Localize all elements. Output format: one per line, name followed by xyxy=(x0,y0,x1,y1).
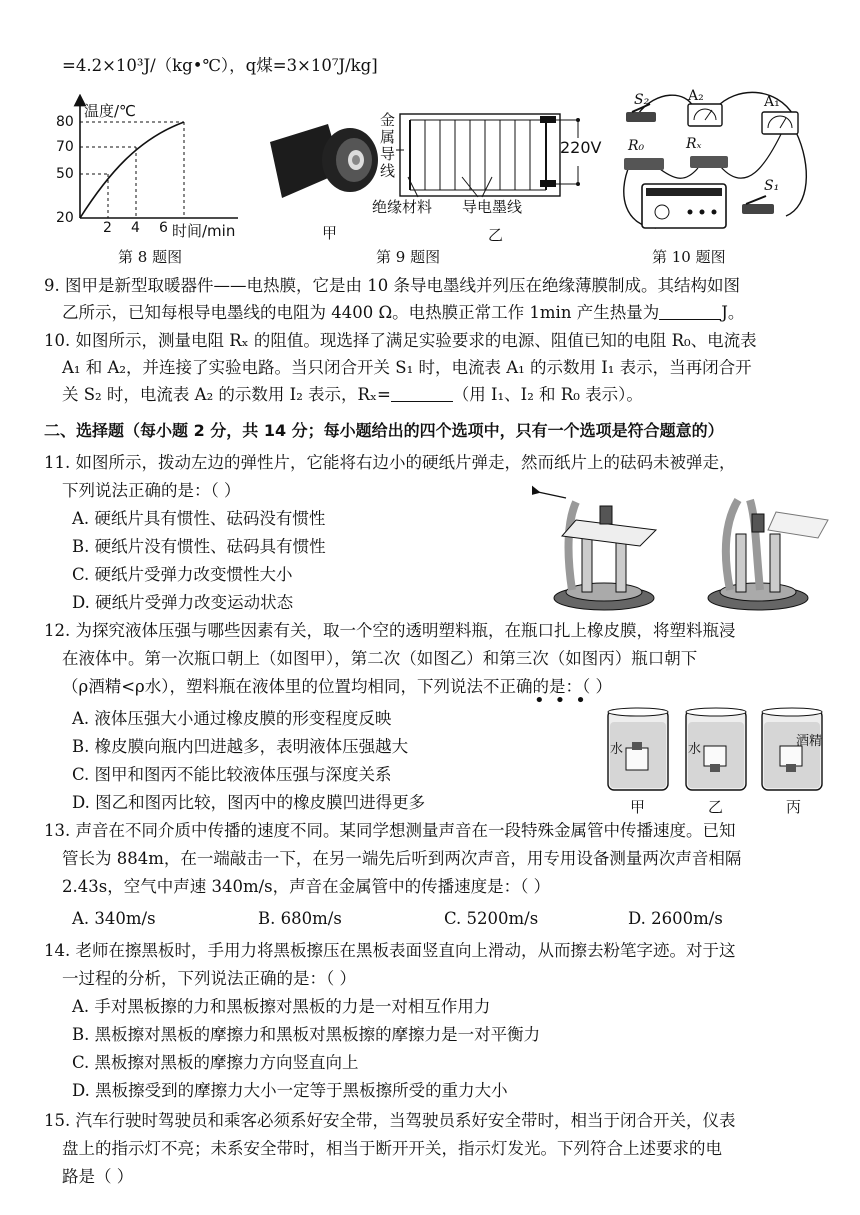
q12-liquid-label-3: 酒精 xyxy=(796,734,823,749)
q10-line2: A₁ 和 A₂，并连接了实验电路。当只闭合开关 S₁ 时，电流表 A₁ 的示数用 I₁ 表示，当再闭合开 xyxy=(62,358,752,377)
fig10-circuit xyxy=(616,86,812,236)
q11-option-d[interactable]: D. 硬纸片受弹力改变运动状态 xyxy=(72,593,294,612)
q11-option-a[interactable]: A. 硬纸片具有惯性、砝码没有惯性 xyxy=(72,509,326,528)
q12-option-b[interactable]: B. 橡皮膜向瓶内凹进越多，表明液体压强越大 xyxy=(72,737,409,756)
q14-option-b[interactable]: B. 黑板擦对黑板的摩擦力和黑板对黑板擦的摩擦力是一对平衡力 xyxy=(72,1025,541,1044)
q14-line2: 一过程的分析，下列说法正确的是：（ ） xyxy=(62,969,356,988)
fig10-caption: 第 10 题图 xyxy=(652,248,726,266)
q10-hint: （用 I₁、I₂ 和 R₀ 表示）。 xyxy=(452,385,643,404)
fig9-caption: 第 9 题图 xyxy=(376,248,441,266)
fig9-wire-label: 金属导线 xyxy=(380,111,396,180)
fig10-a1: A₁ xyxy=(764,94,780,110)
q14-option-a[interactable]: A. 手对黑板擦的力和黑板擦对黑板的力是一对相互作用力 xyxy=(72,997,491,1016)
q11-line1: 11. 如图所示，拨动左边的弹性片，它能将右边小的硬纸片弹走，然而纸片上的砝码未被弹走， xyxy=(44,453,736,472)
q14-option-c[interactable]: C. 黑板擦对黑板的摩擦力方向竖直向上 xyxy=(72,1053,359,1072)
fig9-label-jia: 甲 xyxy=(322,224,338,242)
q12-beakers-figure xyxy=(602,706,828,794)
q12-fig-label-bing: 丙 xyxy=(786,798,802,816)
formula-line: =4.2×10³J/（kg•℃），q煤=3×10⁷J/kg] xyxy=(62,56,378,75)
q10-text: 关 S₂ 时，电流表 A₂ 的示数用 I₂ 表示，Rₓ= xyxy=(62,385,391,404)
fig8-xtick-4: 4 xyxy=(131,220,140,236)
q15-line2: 盘上的指示灯不亮；未系安全带时，相当于断开开关，指示灯发光。下列符合上述要求的电 xyxy=(62,1139,722,1158)
q11-option-c[interactable]: C. 硬纸片受弹力改变惯性大小 xyxy=(72,565,293,584)
q12-line1: 12. 为探究液体压强与哪些因素有关，取一个空的透明塑料瓶，在瓶口扎上橡皮膜，将塑料瓶浸 xyxy=(44,621,736,640)
fig10-s1: S₁ xyxy=(764,178,780,194)
fig9-pointer-lines xyxy=(400,175,520,199)
q9-line1: 9. 图甲是新型取暖器件——电热膜，它是由 10 条导电墨线并列压在绝缘薄膜制成。其结构如图 xyxy=(44,276,740,295)
fig9-insulation-label: 绝缘材料 xyxy=(372,198,433,216)
q10-line1: 10. 如图所示，测量电阻 Rₓ 的阻值。现选择了满足实验要求的电源、阻值已知的电阻 R₀、电流表 xyxy=(44,331,757,350)
q11-option-b[interactable]: B. 硬纸片没有惯性、砝码具有惯性 xyxy=(72,537,326,556)
q10-answer-blank[interactable] xyxy=(391,387,453,402)
q13-option-a[interactable]: A. 340m/s xyxy=(72,909,156,928)
fig8-xtick-6: 6 xyxy=(159,220,168,236)
q14-option-d[interactable]: D. 黑板擦受到的摩擦力大小一定等于黑板擦所受的重力大小 xyxy=(72,1081,508,1100)
q9-unit: J。 xyxy=(721,303,745,322)
fig10-r0: R₀ xyxy=(628,138,645,154)
q12-fig-label-jia: 甲 xyxy=(630,798,646,816)
q13-option-c[interactable]: C. 5200m/s xyxy=(444,909,539,928)
q10-line3 xyxy=(62,385,643,405)
fig10-a2: A₂ xyxy=(688,88,704,104)
fig9-label-yi: 乙 xyxy=(488,226,504,244)
fig8-caption: 第 8 题图 xyxy=(118,248,183,266)
q13-option-d[interactable]: D. 2600m/s xyxy=(628,909,723,928)
fig9-film-roll xyxy=(268,112,380,202)
q12-option-d[interactable]: D. 图乙和图丙比较，图丙中的橡皮膜凹进得更多 xyxy=(72,793,426,812)
q9-line2 xyxy=(62,303,744,323)
fig8-ytick-20: 20 xyxy=(56,210,74,226)
q12-fig-label-yi: 乙 xyxy=(708,798,724,816)
q12-line2: 在液体中。第一次瓶口朝上（如图甲），第二次（如图乙）和第三次（如图丙）瓶口朝下 xyxy=(62,649,698,668)
fig8-ytick-50: 50 xyxy=(56,166,74,182)
q9-answer-blank[interactable] xyxy=(659,305,721,320)
fig10-rx: Rₓ xyxy=(686,136,702,152)
q13-line3: 2.43s，空气中声速 340m/s，声音在金属管中的传播速度是：（ ） xyxy=(62,877,551,896)
section-heading: 二、选择题（每小题 2 分，共 14 分；每小题给出的四个选项中，只有一个选项是符合题意的） xyxy=(44,421,724,440)
q15-line1: 15. 汽车行驶时驾驶员和乘客必须系好安全带，当驾驶员系好安全带时，相当于闭合开关，仪表 xyxy=(44,1111,736,1130)
q15-line3: 路是（ ） xyxy=(62,1167,134,1186)
fig10-s2: S₂ xyxy=(634,92,650,108)
q14-line1: 14. 老师在擦黑板时，手用力将黑板擦压在黑板表面竖直向上滑动，从而擦去粉笔字迹。对于这 xyxy=(44,941,736,960)
fig9-ink-label: 导电墨线 xyxy=(462,198,523,216)
fig8-x-label: 时间/min xyxy=(172,222,236,240)
q11-inertia-figure xyxy=(532,480,832,614)
q11-line2: 下列说法正确的是：（ ） xyxy=(62,481,241,500)
fig8-y-label: 温度/℃ xyxy=(84,102,136,120)
fig8-ytick-80: 80 xyxy=(56,114,74,130)
q12-option-a[interactable]: A. 液体压强大小通过橡皮膜的形变程度反映 xyxy=(72,709,392,728)
q12-line3: （ρ酒精<ρ水），塑料瓶在液体里的位置均相同，下列说法不正确的是：（ ） xyxy=(62,677,612,696)
emphasis-dots: ••• xyxy=(534,690,596,711)
q12-liquid-label-2: 水 xyxy=(688,742,702,757)
q13-option-b[interactable]: B. 680m/s xyxy=(258,909,342,928)
q13-line2: 管长为 884m，在一端敲击一下，在另一端先后听到两次声音，用专用设备测量两次声音相隔 xyxy=(62,849,742,868)
fig8-ytick-70: 70 xyxy=(56,139,74,155)
q12-liquid-label-1: 水 xyxy=(610,742,624,757)
q9-text: 乙所示，已知每根导电墨线的电阻为 4400 Ω。电热膜正常工作 1min 产生热量为 xyxy=(62,303,660,322)
fig8-xtick-2: 2 xyxy=(103,220,112,236)
q13-line1: 13. 声音在不同介质中传播的速度不同。某同学想测量声音在一段特殊金属管中传播速度。已知 xyxy=(44,821,736,840)
q12-option-c[interactable]: C. 图甲和图丙不能比较液体压强与深度关系 xyxy=(72,765,392,784)
fig9-voltage: 220V xyxy=(560,138,602,157)
